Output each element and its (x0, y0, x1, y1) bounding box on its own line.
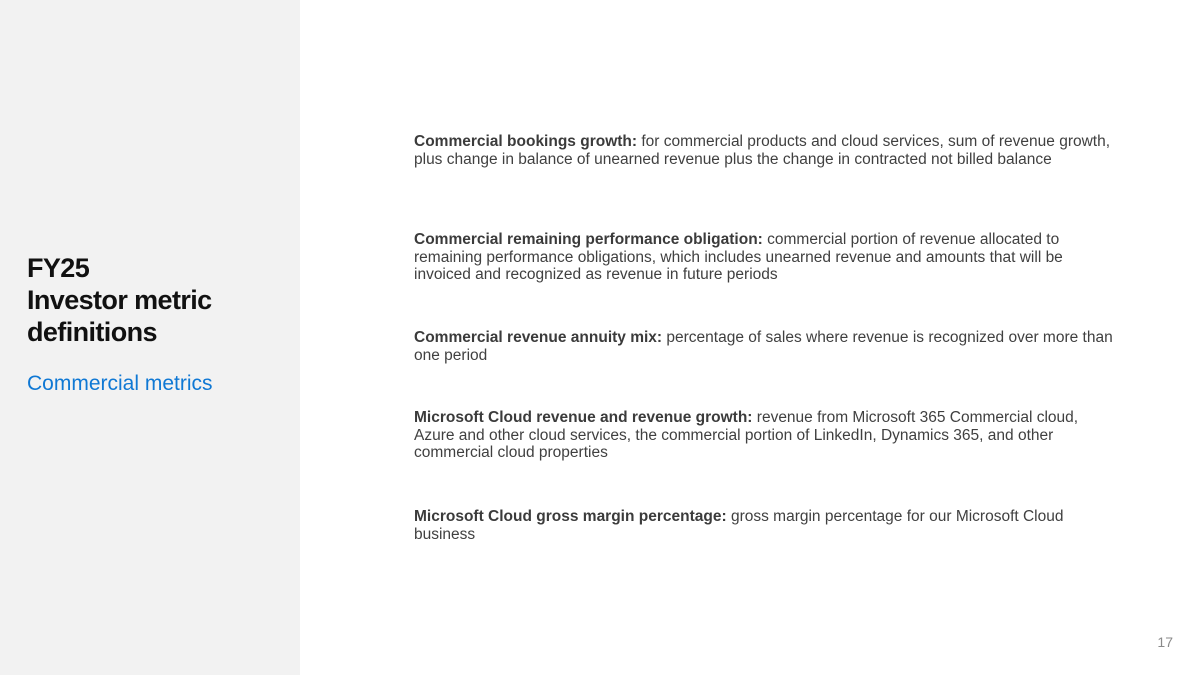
definition-commercial-rpo (414, 231, 1114, 284)
definition-term: Microsoft Cloud gross margin percentage: (414, 508, 727, 525)
definition-text: gross margin percentage for our Microsoft Cloud business (414, 508, 1064, 543)
definition-text: for commercial products and cloud services, sum of revenue growth, plus change in balance of unearned revenue plus the change in contracted not billed balance (414, 133, 1111, 168)
definition-term: Commercial bookings growth: (414, 133, 638, 150)
page-number: 17 (1157, 634, 1173, 650)
definition-commercial-bookings-growth (414, 133, 1114, 168)
definition-cloud-gross-margin (414, 508, 1114, 543)
definition-text: commercial portion of revenue allocated to remaining performance obligations, which includes unearned revenue and amounts that will be invoiced and recognized as revenue in future periods (414, 231, 1063, 283)
definition-annuity-mix (414, 329, 1114, 364)
section-subtitle: Commercial metrics (27, 372, 213, 395)
definition-cloud-revenue (414, 409, 1114, 462)
title-line-fy: FY25 (27, 253, 90, 283)
title-line-definitions: definitions (27, 317, 157, 347)
page-title (27, 252, 287, 348)
title-line-investor: Investor metric (27, 285, 212, 315)
definition-term: Commercial remaining performance obligation: (414, 231, 763, 248)
definition-text: revenue from Microsoft 365 Commercial cloud, Azure and other cloud services, the commercial portion of LinkedIn, Dynamics 365, and other commercial cloud properties (414, 409, 1079, 461)
sidebar-panel (0, 0, 300, 675)
definition-term: Microsoft Cloud revenue and revenue growth: (414, 409, 753, 426)
definition-text: percentage of sales where revenue is recognized over more than one period (414, 329, 1113, 364)
definition-term: Commercial revenue annuity mix: (414, 329, 663, 346)
